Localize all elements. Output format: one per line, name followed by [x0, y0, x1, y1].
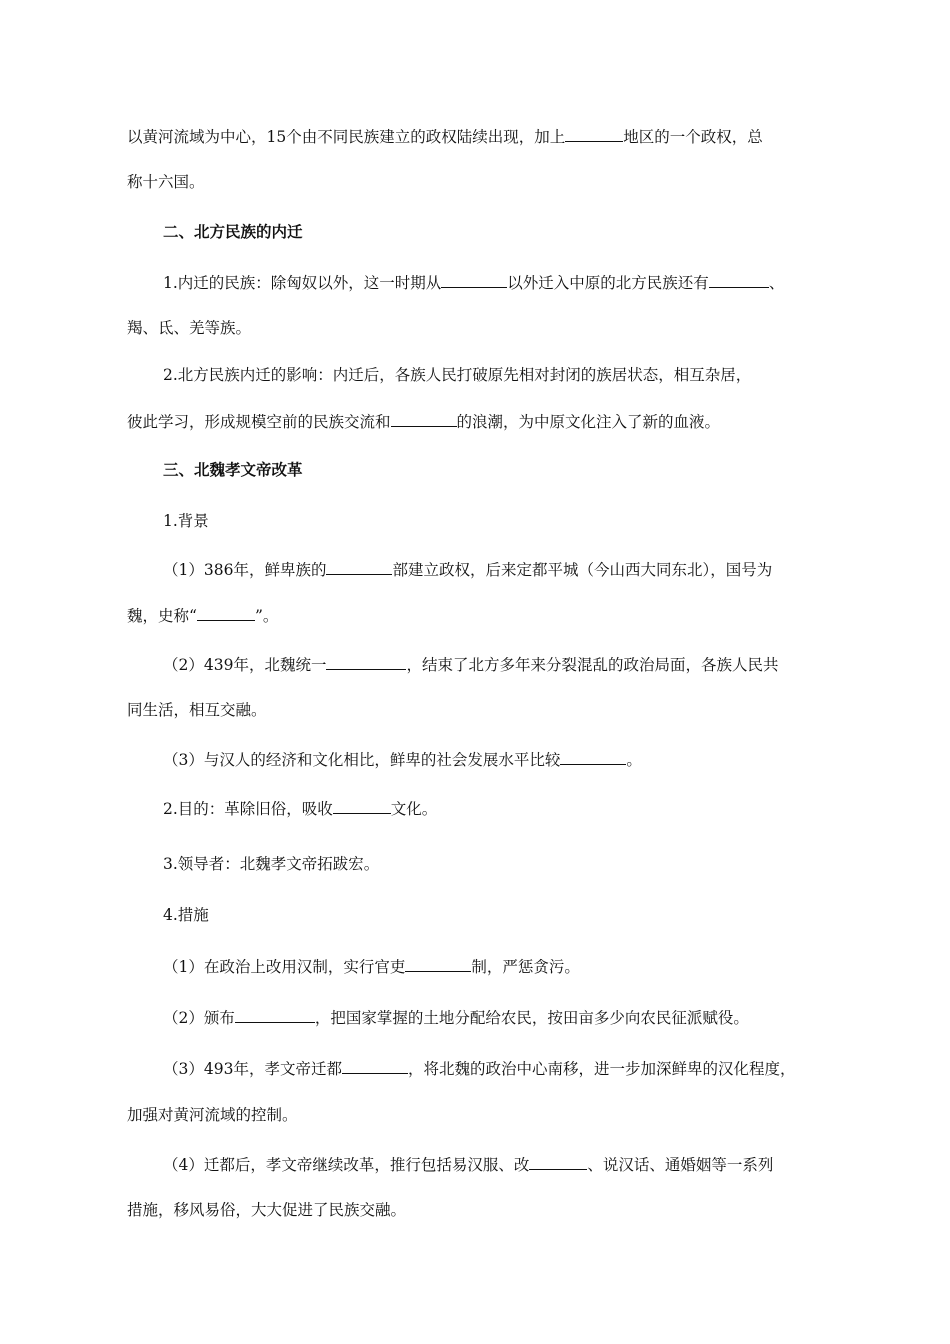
text-segment: 以外迁入中原的北方民族还有: [507, 274, 709, 292]
text-segment: ”。: [254, 607, 279, 625]
text-segment: （1）在政治上改用汉制，实行官吏: [163, 958, 406, 976]
section-heading: [163, 221, 303, 243]
text-segment: 、说汉话、通婚姻等一系列: [587, 1156, 774, 1174]
text-segment: ，把国家掌握的土地分配给农民，按田亩多少向农民征派赋役。: [314, 1009, 749, 1027]
text-segment: 称十六国。: [127, 173, 205, 191]
text-line: [127, 604, 278, 627]
text-line: [163, 558, 772, 581]
text-line: [127, 1199, 406, 1221]
heading-text: 三、北魏孝文帝改革: [163, 461, 303, 479]
fill-blank[interactable]: [529, 1153, 587, 1170]
text-segment: 魏，史称“: [127, 607, 197, 625]
text-segment: 部建立政权，后来定都平城（今山西大同东北），国号为: [392, 561, 773, 579]
section-heading: [163, 459, 303, 481]
text-line: [127, 1104, 298, 1126]
text-line: [163, 1006, 749, 1029]
fill-blank[interactable]: [333, 797, 391, 814]
text-segment: 以黄河流域为中心，15个由不同民族建立的政权陆续出现，加上: [127, 128, 566, 146]
fill-blank[interactable]: [565, 125, 623, 142]
text-segment: 2.目的：革除旧俗，吸收: [163, 800, 333, 818]
fill-blank[interactable]: [709, 271, 769, 288]
text-line: [163, 853, 379, 875]
text-segment: 的浪潮，为中原文化注入了新的血液。: [456, 413, 721, 431]
text-line: [127, 125, 763, 148]
fill-blank[interactable]: [560, 748, 626, 765]
text-line: [163, 904, 209, 926]
text-segment: ，将北魏的政治中心南移，进一步加深鲜卑的汉化程度，: [407, 1060, 796, 1078]
fill-blank[interactable]: [326, 653, 406, 670]
text-segment: 3.领导者：北魏孝文帝拓跋宏。: [163, 855, 380, 873]
text-line: [127, 410, 720, 433]
text-segment: 1.内迁的民族：除匈奴以外，这一时期从: [163, 274, 442, 292]
heading-text: 二、北方民族的内迁: [163, 223, 303, 241]
text-line: [163, 1153, 773, 1176]
text-line: [127, 317, 251, 339]
text-segment: （2）439年，北魏统一: [163, 656, 327, 674]
text-segment: 。: [626, 751, 642, 769]
fill-blank[interactable]: [235, 1006, 315, 1023]
text-segment: 、: [768, 274, 785, 292]
text-line: [127, 171, 205, 193]
text-segment: 制，严惩贪污。: [471, 958, 580, 976]
text-segment: 同生活，相互交融。: [127, 701, 267, 719]
text-segment: 彼此学习，形成规模空前的民族交流和: [127, 413, 391, 431]
text-line: [163, 955, 580, 978]
text-segment: 地区的一个政权，总: [623, 128, 763, 146]
text-segment: ，结束了北方多年来分裂混乱的政治局面，各族人民共: [406, 656, 779, 674]
text-line: [163, 364, 751, 386]
text-line: [163, 510, 209, 532]
text-segment: 文化。: [390, 800, 438, 818]
fill-blank[interactable]: [197, 604, 255, 621]
text-segment: （3）493年，孝文帝迁都: [163, 1060, 342, 1078]
text-segment: 2.北方民族内迁的影响：内迁后，各族人民打破原先相对封闭的族居状态，相互杂居，: [163, 366, 752, 384]
fill-blank[interactable]: [391, 410, 457, 427]
text-line: [127, 699, 267, 721]
text-segment: 4.措施: [163, 906, 209, 924]
text-segment: 羯、氐、羌等族。: [127, 319, 252, 337]
fill-blank[interactable]: [326, 558, 392, 575]
fill-blank[interactable]: [441, 271, 507, 288]
text-line: [163, 1057, 795, 1080]
text-line: [163, 271, 784, 294]
text-segment: 1.背景: [163, 512, 209, 530]
text-segment: 加强对黄河流域的控制。: [127, 1106, 298, 1124]
text-line: [163, 797, 437, 820]
text-segment: （3）与汉人的经济和文化相比，鲜卑的社会发展水平比较: [163, 751, 561, 769]
text-line: [163, 748, 642, 771]
text-segment: （1）386年，鲜卑族的: [163, 561, 327, 579]
text-segment: （4）迁都后，孝文帝继续改革，推行包括易汉服、改: [163, 1156, 530, 1174]
text-segment: 措施，移风易俗，大大促进了民族交融。: [127, 1201, 407, 1219]
fill-blank[interactable]: [342, 1057, 408, 1074]
fill-blank[interactable]: [405, 955, 471, 972]
text-line: [163, 653, 778, 676]
text-segment: （2）颁布: [163, 1009, 235, 1027]
